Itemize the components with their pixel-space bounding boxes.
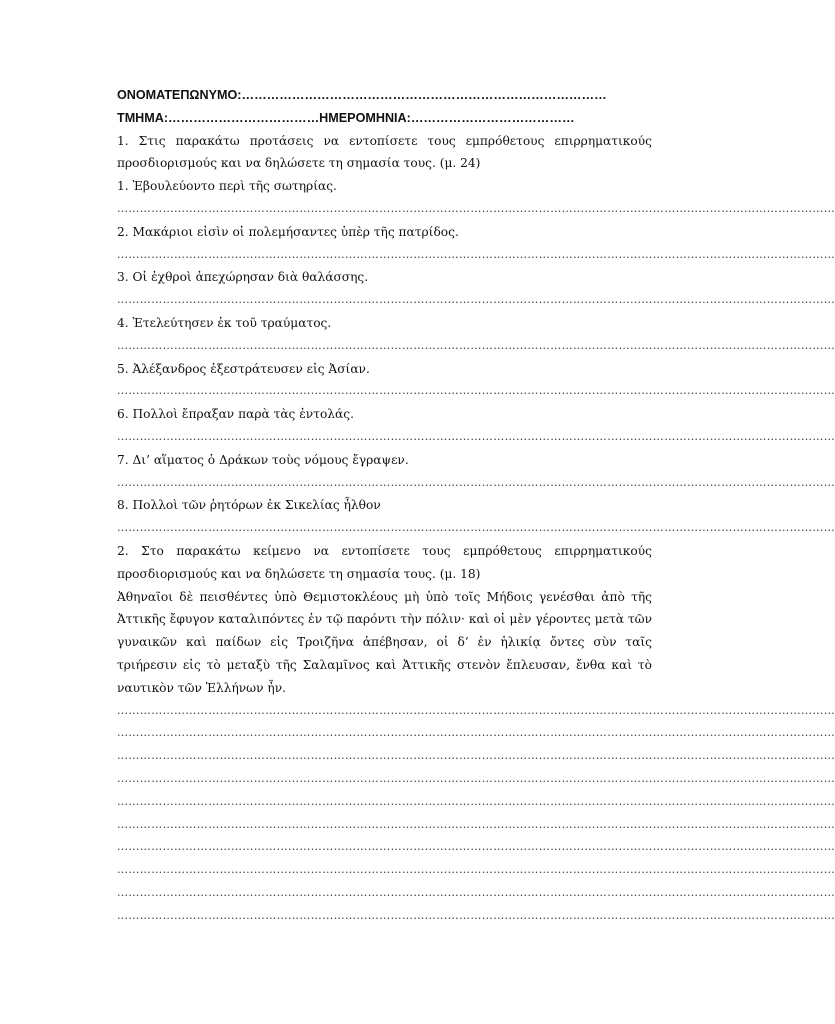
answer-line[interactable]: ……………………………………………………………………………………………………………………………………………………………………… bbox=[117, 475, 835, 489]
exercise2-instruction: 2. Στο παρακάτω κείμενο να εντοπίσετε τους εμπρόθετους επιρρηματικούς προσδιορισμούς και να δηλώσετε τη σημασία τους. (μ. 18) bbox=[117, 543, 652, 581]
sentence-5: 5. Ἀλέξανδρος ἐξεστράτευσεν εἰς Ἀσίαν. bbox=[117, 361, 370, 376]
answer-line[interactable]: ……………………………………………………………………………………………………………………………………………………………………… bbox=[117, 703, 835, 717]
exercise1-instruction: 1. Στις παρακάτω προτάσεις να εντοπίσετε τους εμπρόθετους επιρρηματικούς προσδιορισμούς και να δηλώσετε τη σημασία τους. (μ. 24) bbox=[117, 133, 652, 171]
answer-line[interactable]: ……………………………………………………………………………………………………………………………………………………………………… bbox=[117, 863, 835, 877]
answer-line[interactable]: ……………………………………………………………………………………………………………………………………………………………………… bbox=[117, 749, 835, 763]
sentence-3: 3. Οἱ ἐχθροὶ ἀπεχώρησαν διὰ θαλάσσης. bbox=[117, 270, 369, 285]
class-date-field-label[interactable]: ΤΜΗΜΑ:………………………………ΗΜΕΡΟΜΗΝΙΑ:………………………………… bbox=[117, 110, 575, 125]
sentence-7: 7. Δι’ αἵματος ὁ Δράκων τοὺς νόμους ἔγραψεν. bbox=[117, 452, 409, 467]
answer-line[interactable]: ……………………………………………………………………………………………………………………………………………………………………… bbox=[117, 521, 835, 535]
answer-line[interactable]: ……………………………………………………………………………………………………………………………………………………………………… bbox=[117, 908, 835, 922]
answer-line[interactable]: ……………………………………………………………………………………………………………………………………………………………………… bbox=[117, 338, 835, 352]
sentence-1: 1. Ἐβουλεύοντο περὶ τῆς σωτηρίας. bbox=[117, 179, 337, 194]
exercise2-passage: Ἀθηναῖοι δὲ πεισθέντες ὑπὸ Θεμιστοκλέους μὴ ὑπὸ τοῖς Μήδοις γενέσθαι ἀπὸ τῆς Ἀττικῆς ἔφυγον καταλιπόντες ἐν τῷ παρόντι τὴν πόλιν· καὶ οἱ μὲν γέροντες μετὰ τῶν γυναικῶν καὶ παίδων εἰς Τροιζῆνα ἀπέβησαν, οἱ δ’ ἐν ἡλικίᾳ ὄντες σὺν ταῖς τριήρεσιν εἰς τὸ μεταξὺ τῆς Σαλαμῖνος καὶ Ἀττικῆς στενὸν ἔπλευσαν, ἔνθα καὶ τὸ ναυτικὸν τῶν Ἑλλήνων ἦν. bbox=[117, 589, 652, 695]
answer-line[interactable]: ……………………………………………………………………………………………………………………………………………………………………… bbox=[117, 293, 835, 307]
worksheet-content bbox=[117, 84, 835, 927]
answer-line[interactable]: ……………………………………………………………………………………………………………………………………………………………………… bbox=[117, 201, 835, 215]
answer-line[interactable]: ……………………………………………………………………………………………………………………………………………………………………… bbox=[117, 840, 835, 854]
answer-line[interactable]: ……………………………………………………………………………………………………………………………………………………………………… bbox=[117, 384, 835, 398]
answer-line[interactable]: ……………………………………………………………………………………………………………………………………………………………………… bbox=[117, 817, 835, 831]
answer-line[interactable]: ……………………………………………………………………………………………………………………………………………………………………… bbox=[117, 429, 835, 443]
answer-line[interactable]: ……………………………………………………………………………………………………………………………………………………………………… bbox=[117, 247, 835, 261]
answer-line[interactable]: ……………………………………………………………………………………………………………………………………………………………………… bbox=[117, 726, 835, 740]
sentence-6: 6. Πολλοὶ ἔπραξαν παρὰ τὰς ἐντολάς. bbox=[117, 407, 354, 422]
name-field-label[interactable]: ΟΝΟΜΑΤΕΠΩΝΥΜΟ:…………………………………………………………………………… bbox=[117, 88, 607, 102]
answer-line[interactable]: ……………………………………………………………………………………………………………………………………………………………………… bbox=[117, 885, 835, 899]
answer-line[interactable]: ……………………………………………………………………………………………………………………………………………………………………… bbox=[117, 794, 835, 808]
answer-line[interactable]: ……………………………………………………………………………………………………………………………………………………………………… bbox=[117, 771, 835, 785]
sentence-2: 2. Μακάριοι εἰσὶν οἱ πολεμήσαντες ὑπὲρ τῆς πατρίδος. bbox=[117, 224, 459, 239]
sentence-8: 8. Πολλοὶ τῶν ῥητόρων ἐκ Σικελίας ἦλθον bbox=[117, 498, 381, 513]
sentence-4: 4. Ἐτελεύτησεν ἐκ τοῦ τραύματος. bbox=[117, 315, 332, 330]
